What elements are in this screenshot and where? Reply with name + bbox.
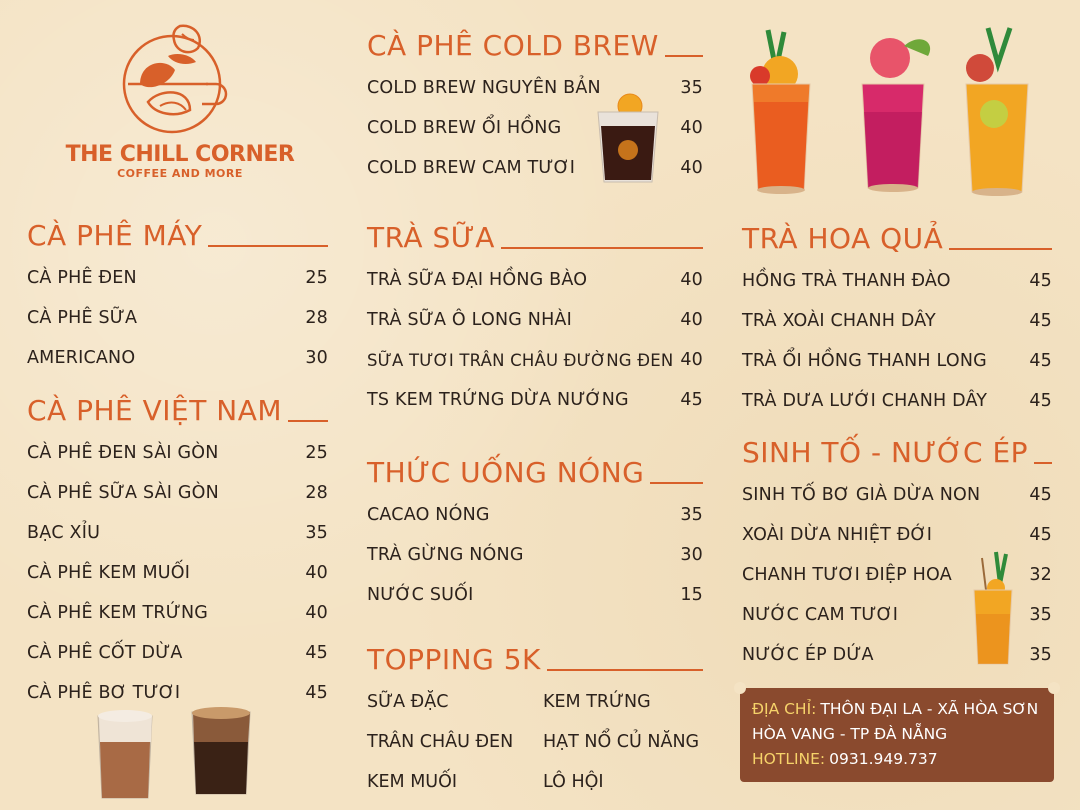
section-title: THỨC UỐNG NÓNG [367,456,645,489]
menu-item [27,633,328,673]
item-name: NƯỚC SUỐI [367,585,474,605]
item-name: TS KEM TRỨNG DỪA NƯỚNG [367,390,629,410]
item-price: 35 [680,505,703,525]
section-title: CÀ PHÊ MÁY [27,219,203,252]
section-title: CÀ PHÊ COLD BREW [367,29,659,62]
item-price: 40 [305,563,328,583]
menu-list [367,495,703,615]
section-title: TOPPING 5K [367,643,541,676]
address-line-1 [752,696,1042,721]
menu-item [27,593,328,633]
section-title: TRÀ SỮA [367,221,495,254]
coffee-cup-logo-icon [120,22,240,138]
item-price: 40 [680,270,703,290]
item-name: NƯỚC CAM TƯƠI [742,605,899,625]
menu-item [27,433,328,473]
item-price: 45 [1029,311,1052,331]
section-tra-sua [367,212,703,420]
section-header [367,212,703,252]
item-price: 40 [680,310,703,330]
item-price: 30 [305,348,328,368]
item-name: CÀ PHÊ SỮA [27,308,138,328]
section-title: TRÀ HOA QUẢ [742,222,944,255]
item-name: CACAO NÓNG [367,505,490,525]
coffee-glasses-image [92,702,262,802]
section-title: SINH TỐ - NƯỚC ÉP [742,436,1029,469]
item-name: TRÀ DƯA LƯỚI CHANH DÂY [742,391,988,411]
item-name: CÀ PHÊ BƠ TƯƠI [27,683,181,703]
item-price: 45 [1029,485,1052,505]
menu-item [367,340,703,380]
menu-item [27,258,328,298]
section-ca-phe-viet-nam [27,385,328,713]
menu-item [367,380,703,420]
topping-item: KEM MUỐI [367,772,458,792]
section-title: CÀ PHÊ VIỆT NAM [27,394,283,427]
title-rule [949,248,1052,250]
item-name: TRÀ XOÀI CHANH DÂY [742,311,936,331]
menu-list [27,258,328,378]
item-price: 45 [680,390,703,410]
title-rule [501,247,703,249]
address-line-2 [752,721,1042,746]
menu-list [742,261,1052,421]
section-header [367,447,703,487]
item-price: 45 [305,643,328,663]
menu-item [742,261,1052,301]
section-topping [367,634,703,802]
title-rule [547,669,703,671]
section-header [27,385,328,425]
item-name: NƯỚC ÉP DỨA [742,645,874,665]
item-price: 25 [305,443,328,463]
item-price: 45 [1029,391,1052,411]
hotline-label: HOTLINE: [752,749,826,768]
item-name: CÀ PHÊ KEM TRỨNG [27,603,208,623]
topping-item: HẠT NỔ CỦ NĂNG [543,732,700,752]
menu-item [367,575,703,615]
menu-item [27,553,328,593]
item-name: COLD BREW CAM TƯƠI [367,158,576,178]
item-price: 35 [1029,605,1052,625]
hotline-line [752,746,1042,771]
brand-tagline: COFFEE AND MORE [117,167,243,180]
brand-logo [60,22,300,197]
item-price: 32 [1029,565,1052,585]
orange-juice-glass-image [966,550,1018,668]
menu-item [742,475,1052,515]
item-name: TRÀ SỮA Ô LONG NHÀI [367,310,572,330]
section-header [742,213,1052,253]
topping-item: SỮA ĐẶC [367,692,449,712]
menu-list [367,260,703,420]
item-name: BẠC XỈU [27,523,101,543]
item-name: SỮA TƯƠI TRÂN CHÂU ĐƯỜNG ĐEN [367,350,674,370]
item-name: CÀ PHÊ ĐEN [27,268,137,288]
brand-name: THE CHILL CORNER [65,142,295,167]
item-name: COLD BREW NGUYÊN BẢN [367,78,601,98]
item-name: CÀ PHÊ ĐEN SÀI GÒN [27,443,219,463]
item-price: 35 [1029,645,1052,665]
title-rule [650,482,703,484]
topping-item: TRÂN CHÂU ĐEN [367,732,514,752]
menu-item [27,298,328,338]
topping-item: KEM TRỨNG [543,692,651,712]
section-header [742,427,1052,467]
item-price: 28 [305,308,328,328]
menu-item [367,495,703,535]
item-price: 45 [1029,271,1052,291]
item-price: 40 [680,350,703,370]
item-price: 28 [305,483,328,503]
hotline-number[interactable]: 0931.949.737 [829,749,938,768]
section-header [367,634,703,674]
section-thuc-uong-nong [367,447,703,615]
section-header [27,210,328,250]
item-price: 40 [680,158,703,178]
item-price: 30 [680,545,703,565]
item-name: CÀ PHÊ KEM MUỐI [27,563,191,583]
item-name: TRÀ SỮA ĐẠI HỒNG BÀO [367,270,588,290]
item-name: TRÀ GỪNG NÓNG [367,545,524,565]
menu-item [367,260,703,300]
address-text-2: HÒA VANG - TP ĐÀ NẴNG [752,724,948,743]
menu-item [742,341,1052,381]
topping-item: LÔ HỘI [543,772,604,792]
menu-item [742,515,1052,555]
address-text-1: THÔN ĐẠI LA - XÃ HÒA SƠN [820,699,1039,718]
cold-brew-glass-image [594,92,662,188]
item-name: TRÀ ỔI HỒNG THANH LONG [742,351,987,371]
item-price: 35 [680,78,703,98]
title-rule [1034,462,1052,464]
menu-list [27,433,328,713]
item-price: 40 [305,603,328,623]
item-price: 40 [680,118,703,138]
item-name: CHANH TƯƠI ĐIỆP HOA [742,565,952,585]
item-price: 45 [1029,525,1052,545]
menu-item [742,381,1052,421]
item-name: CÀ PHÊ SỮA SÀI GÒN [27,483,219,503]
title-rule [208,245,328,247]
menu-item [367,535,703,575]
section-header [367,20,703,60]
item-price: 45 [305,683,328,703]
item-name: COLD BREW ỔI HỒNG [367,118,562,138]
fruit-tea-glasses-image [740,22,1060,197]
title-rule [288,420,328,422]
menu-item [742,301,1052,341]
section-ca-phe-may [27,210,328,378]
menu-item [27,338,328,378]
address-label: ĐỊA CHỈ: [752,699,817,718]
title-rule [665,55,703,57]
section-tra-hoa-qua [742,213,1052,421]
item-name: CÀ PHÊ CỐT DỪA [27,643,183,663]
item-price: 45 [1029,351,1052,371]
address-box [740,688,1054,782]
menu-item [27,473,328,513]
item-price: 25 [305,268,328,288]
menu-item [27,513,328,553]
item-price: 35 [305,523,328,543]
topping-list [367,682,703,802]
item-name: HỒNG TRÀ THANH ĐÀO [742,271,951,291]
item-name: XOÀI DỪA NHIỆT ĐỚI [742,525,933,545]
item-price: 15 [680,585,703,605]
item-name: SINH TỐ BƠ GIÀ DỪA NON [742,485,981,505]
item-name: AMERICANO [27,348,136,368]
menu-item [367,300,703,340]
